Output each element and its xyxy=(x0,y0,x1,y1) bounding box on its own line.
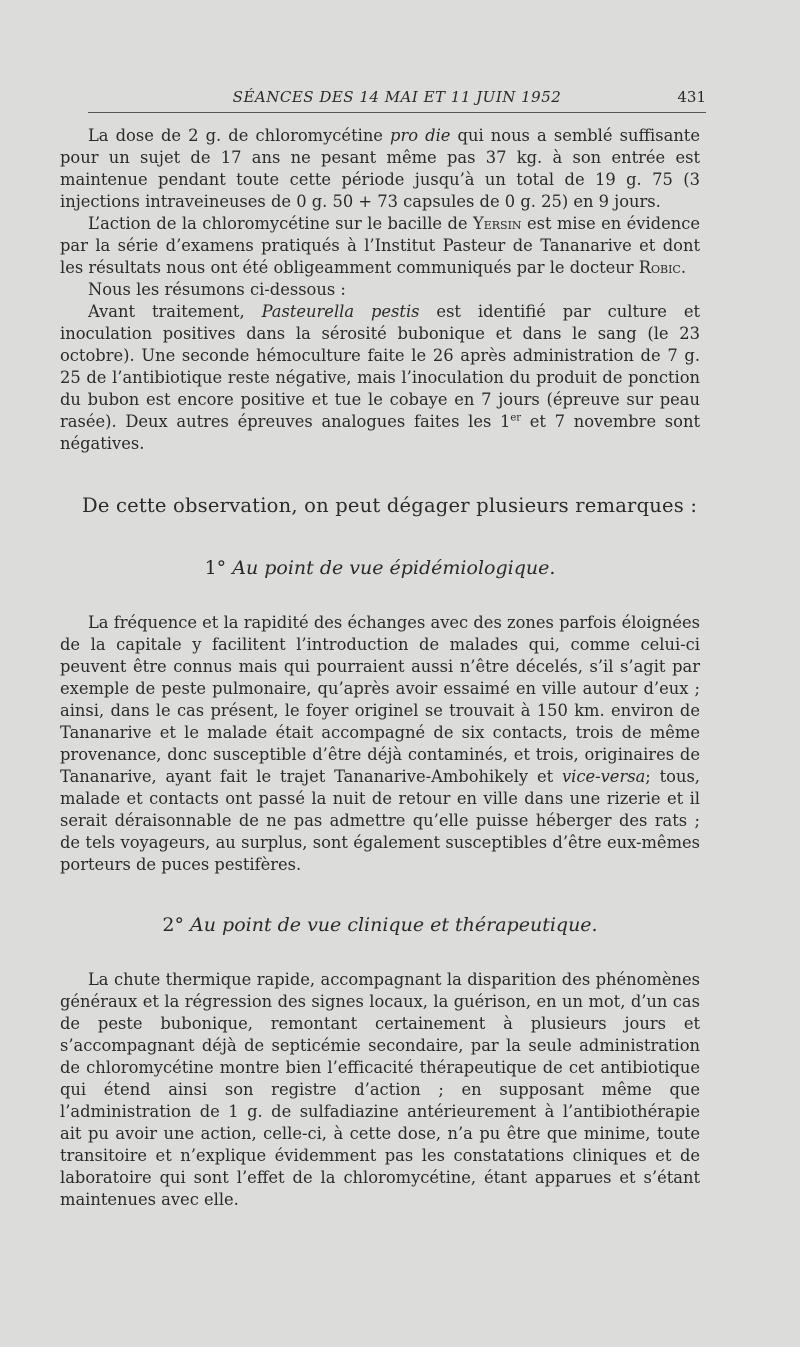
paragraph-clinical: La chute thermique rapide, accompagnant la disparition des phénomènes généraux et la régression des signes locaux, la guérison, en un mot, d’un cas de peste bubonique, remontant certainement à plusieurs jours et s’accompagnant déjà de septicémie secondaire, par la seule administration de chloromycétine montre bien l’efficacité thérapeutique de cet antibiotique qui étend ainsi son registre d’action ; en supposant même que l’administration de 1 g. de sulfadiazine antérieurement à l’antibiothérapie ait pu avoir une action, celle-ci, à cette dose, n’a pu être que minime, toute transitoire et n’explique évidemment pas les constatations cliniques et de laboratoire qui sont l’effet de la chloromycétine, étant apparues et s’étant maintenues avec elle. xyxy=(60,970,700,1209)
paragraph-yersin xyxy=(60,213,700,279)
paragraph-epidemiology xyxy=(60,612,700,876)
section-number: 2° xyxy=(162,914,191,936)
superscript: er xyxy=(510,412,522,424)
article-body xyxy=(60,125,700,1211)
page-number: 431 xyxy=(677,88,706,106)
paragraph-summary-intro: Nous les résumons ci-dessous : xyxy=(88,280,346,299)
section-heading-clinical xyxy=(60,912,700,938)
section-heading-epidemiology xyxy=(60,555,700,581)
author-name-yersin: Yersin xyxy=(472,214,522,233)
text-run: et 7 novembre sont négatives. xyxy=(60,412,700,453)
text-run: . xyxy=(680,258,687,277)
text-run: est mise en évidence par la série d’examens pratiqués à l’Institut Pasteur de Tananarive et dont les résultats nous ont été obligeamment communiqués par le docteur xyxy=(60,214,700,277)
text-run: L’action de la chloromycétine sur le bacille de xyxy=(88,214,473,233)
section-title: Au point de vue épidémiologique. xyxy=(232,557,556,579)
text-run: est identifié par culture et inoculation positives dans la sérosité bubonique et dans le sang (le 23 octobre). Une seconde hémoculture faite le 26 après administration de 7 g. 25 de l’antibiotique reste négative, mais l’inoculation du produit de ponction du bubon est encore positive et tue le cobaye en 7 jours (épreuve sur peau rasée). Deux autres épreuves analogues faites les 1 xyxy=(60,302,700,431)
italic-species: Pasteurella pestis xyxy=(261,302,420,321)
text-run: qui nous a semblé suffisante pour un sujet de 17 ans ne pesant même pas 37 kg. à son entrée est maintenue pendant toute cette période jusqu’à un total de 19 g. 75 (3 injections intraveineuses de 0 g. 50 + 73 capsules de 0 g. 25) en 9 jours. xyxy=(60,126,700,211)
italic-term: pro die xyxy=(390,126,451,145)
lead-sentence: De cette observation, on peut dégager plusieurs remarques : xyxy=(82,494,698,517)
italic-term: vice-versa xyxy=(561,767,646,786)
text-run: La dose de 2 g. de chloromycétine xyxy=(88,126,391,145)
text-run: Avant traitement, xyxy=(88,302,262,321)
author-name-robic: Robic xyxy=(638,258,681,277)
text-run: ; tous, malade et contacts ont passé la nuit de retour en ville dans une rizerie et il serait déraisonnable de ne pas admettre qu’elle puisse héberger des rats ; de tels voyageurs, au surplus, sont également susceptibles d’être eux-mêmes porteurs de puces pestifères. xyxy=(60,767,700,874)
paragraph-lab-results xyxy=(60,301,700,455)
section-title: Au point de vue clinique et thérapeutique. xyxy=(190,914,598,936)
section-number: 1° xyxy=(204,557,233,579)
running-title: SÉANCES DES 14 MAI ET 11 JUIN 1952 xyxy=(232,88,562,106)
page-header xyxy=(88,88,706,113)
paragraph-dosage xyxy=(60,125,700,213)
text-run: La fréquence et la rapidité des échanges avec des zones parfois éloignées de la capitale y facilitent l’introduction de malades qui, comme celui-ci peuvent être connus mais qui pourraient aussi n’être décelés, s’il s’agit par exemple de peste pulmonaire, qu’après avoir essaimé en ville autour d’eux ; ainsi, dans le cas présent, le foyer originel se trouvait à 150 km. environ de Tananarive et le malade était accompagné de six contacts, trois de même provenance, donc susceptible d’être déjà contaminés, et trois, originaires de Tananarive, ayant fait le trajet Tananarive-Ambohikely et xyxy=(60,613,700,786)
